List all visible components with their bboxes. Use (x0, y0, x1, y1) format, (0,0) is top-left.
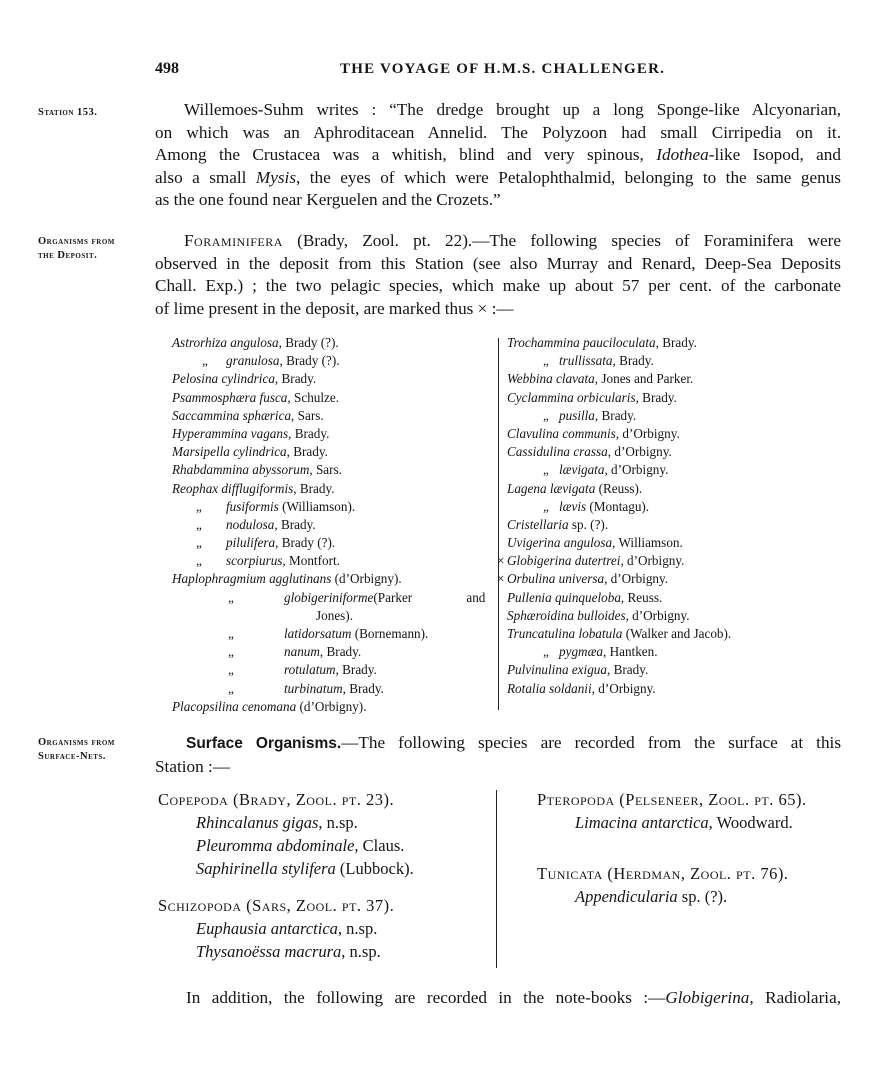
foram-list-right (497, 334, 803, 698)
species-row: Placopsilina cenomana (d’Orbigny). (172, 698, 367, 714)
species-row: Cristellaria sp. (?). (507, 516, 609, 532)
species-row: Astrorhiza angulosa, Brady (?). (172, 335, 339, 350)
surface-heading: Surface Organisms. (186, 735, 342, 752)
species-row: „ nodulosa, Brady. (196, 516, 316, 532)
schizopoda-head: Schizopoda (Sars, Zool. pt. 37). (158, 896, 395, 915)
species-row: Jones). (316, 607, 353, 623)
species-row: „ globigeriniforme(Parker and (228, 589, 486, 605)
species-row: Hyperammina vagans, Brady. (172, 425, 330, 441)
species-row: Trochammina pauciloculata, Brady. (507, 335, 697, 350)
pteropoda-list (537, 811, 837, 834)
species-row: Pelosina cylindrica, Brady. (172, 371, 317, 387)
species-row: Clavulina communis, d’Orbigny. (507, 425, 680, 441)
pelagic-mark: × (497, 553, 505, 569)
surface-left-column (158, 788, 488, 963)
intro-line: Among the Crustacea was a whitish, blind and very spinous, Idothea-like Isopod, and (155, 145, 841, 164)
foram-line: of lime present in the deposit, are marked thus × :— (155, 298, 514, 318)
surface-species-row: Pleuromma abdominale, Claus. (196, 836, 405, 855)
surface-species-row: Saphirinella stylifera (Lubbock). (196, 859, 414, 878)
copepoda-list (158, 811, 488, 880)
species-row: „ fusiformis (Williamson). (196, 498, 356, 514)
species-row: „ pygmæa, Hantken. (543, 644, 658, 660)
pelagic-species-row: × Orbulina universa, d’Orbigny. (503, 570, 803, 588)
intro-line: on which was an Aphroditacean Annelid. The Polyzoon had small Cirripedia on it. (155, 122, 841, 142)
species-row: Psammosphæra fusca, Schulze. (172, 389, 340, 405)
species-row: Lagena lævigata (Reuss). (507, 480, 643, 496)
margin-note-station: Station 153. (38, 107, 98, 118)
page-number: 498 (155, 60, 179, 77)
species-row: „ turbinatum, Brady. (228, 680, 384, 696)
species-row: „ latidorsatum (Bornemann). (228, 626, 429, 641)
surface-species-row: Euphausia antarctica, n.sp. (196, 919, 378, 938)
margin-note-surface: Organisms from Surface-Nets. (38, 737, 115, 762)
species-row: Reophax difflugiformis, Brady. (172, 480, 335, 496)
species-row: Uvigerina angulosa, Williamson. (507, 535, 683, 551)
tunicata-list (537, 885, 837, 908)
foraminifera-paragraph (155, 230, 841, 320)
foram-line: observed in the deposit from this Station (see also Murray and Renard, Deep-Sea Deposits (155, 253, 841, 273)
intro-line: as the one found near Kerguelen and the Crozets.” (155, 190, 501, 209)
species-row: „ lævigata, d’Orbigny. (543, 462, 669, 478)
species-row: Rotalia soldanii, d’Orbigny. (507, 680, 656, 696)
foram-list-left (172, 334, 494, 716)
surface-species-row: Thysanoëssa macrura, n.sp. (196, 942, 381, 961)
species-row: „ rotulatum, Brady. (228, 662, 377, 678)
closing-line: In addition, the following are recorded in the note-books :—Globigerina, Radiolaria, (186, 988, 841, 1007)
surface-species-row: Rhincalanus gigas, n.sp. (196, 813, 358, 832)
schizopoda-list (158, 917, 488, 963)
foram-line: Chall. Exp.) ; the two pelagic species, which make up about 57 per cent. of the carbonate (155, 276, 841, 295)
surface-line: Station :— (155, 756, 230, 776)
species-row: Webbina clavata, Jones and Parker. (507, 371, 694, 387)
species-row: Rhabdammina abyssorum, Sars. (172, 462, 342, 478)
intro-line: also a small Mysis, the eyes of which were Petalophthalmid, belonging to the same genus (155, 167, 841, 187)
species-row: „ lævis (Montagu). (543, 498, 650, 514)
column-divider (498, 338, 499, 710)
species-row: Cyclammina orbicularis, Brady. (507, 389, 677, 405)
surface-right-column (537, 788, 837, 908)
species-row: Haplophragmium agglutinans (d’Orbigny). (172, 571, 402, 587)
intro-paragraph (155, 99, 841, 212)
pteropoda-head: Pteropoda (Pelseneer, Zool. pt. 65). (537, 790, 807, 809)
running-title: THE VOYAGE OF H.M.S. CHALLENGER. (340, 61, 666, 77)
species-row: „ trullissata, Brady. (543, 353, 654, 369)
surface-line: Surface Organisms.—The following species are recorded from the surface at this (186, 733, 842, 752)
species-row: Marsipella cylindrica, Brady. (172, 444, 328, 460)
species-row: „ granulosa, Brady (?). (202, 353, 340, 369)
species-row: Truncatulina lobatula (Walker and Jacob). (507, 626, 732, 641)
surface-species-row: Limacina antarctica, Woodward. (575, 813, 793, 832)
species-row: Pullenia quinqueloba, Reuss. (507, 589, 663, 605)
species-row: „ nanum, Brady. (228, 644, 362, 660)
species-row: „ scorpiurus, Montfort. (196, 553, 340, 569)
intro-line: Willemoes-Suhm writes : “The dredge brought up a long Sponge-like Alcyonarian, (184, 100, 841, 119)
surface-species-row: Appendicularia sp. (?). (575, 887, 728, 906)
surface-paragraph (155, 732, 841, 778)
species-row: „ pilulifera, Brady (?). (196, 535, 336, 551)
pelagic-mark: × (497, 571, 505, 587)
foram-line: Foraminifera (Brady, Zool. pt. 22).—The following species of Foraminifera were (184, 231, 841, 250)
species-row: Sphæroidina bulloides, d’Orbigny. (507, 607, 690, 623)
tunicata-head: Tunicata (Herdman, Zool. pt. 76). (537, 864, 789, 883)
column-divider (496, 790, 497, 968)
species-row: „ pusilla, Brady. (543, 407, 637, 423)
species-row: Pulvinulina exigua, Brady. (507, 662, 649, 678)
margin-note-deposit: Organisms from the Deposit. (38, 236, 115, 261)
species-row: Cassidulina crassa, d’Orbigny. (507, 444, 672, 460)
copepoda-head: Copepoda (Brady, Zool. pt. 23). (158, 790, 395, 809)
species-row: Saccammina sphærica, Sars. (172, 407, 324, 423)
closing-paragraph (155, 987, 841, 1010)
pelagic-species-row: × Globigerina dutertrei, d’Orbigny. (503, 552, 803, 570)
